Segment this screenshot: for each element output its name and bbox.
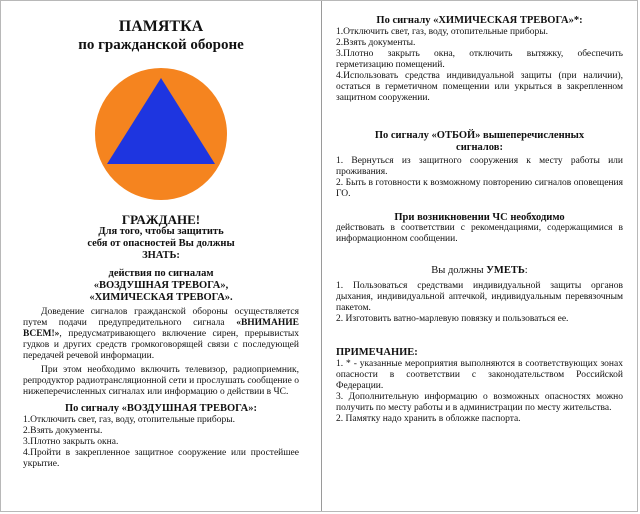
signals-heading-line: «ХИМИЧЕСКАЯ ТРЕВОГА». — [89, 292, 233, 303]
leaflet-subtitle: по гражданской обороне — [78, 37, 244, 53]
left-column — [1, 1, 321, 470]
list-item: 4.Пройти в закрепленное защитное сооружение или простейшее укрытие. — [23, 448, 299, 469]
all-clear-list — [336, 156, 623, 200]
list-item: 1. Вернуться из защитного сооружения к месту работы или проживания. — [336, 156, 623, 177]
skills-title-suffix: : — [524, 265, 528, 276]
list-item: 2.Взять документы. — [23, 426, 103, 436]
signals-heading-line: действия по сигналам — [108, 268, 214, 279]
chemical-alert-list — [336, 27, 623, 104]
skills-title-bold: УМЕТЬ — [486, 265, 525, 276]
list-item: 1. * - указанные мероприятия выполняются в соответствующих зонах опасности в соответствии с законодательством Российской Федерации. — [336, 359, 623, 391]
list-item: 1.Отключить свет, газ, воду, отопительные приборы. — [23, 415, 235, 425]
civil-defense-emblem-icon — [95, 68, 227, 200]
list-item: 3.Плотно закрыть окна. — [23, 437, 119, 447]
listen-paragraph: При этом необходимо включить телевизор, радиоприемник, репродуктор радиотрансляционной сети и прослушать сообщение о нижеперечисленных сигналах или информацию о действии в ЧС. — [23, 365, 299, 397]
skills-title — [336, 265, 623, 277]
intro-line: ЗНАТЬ: — [142, 250, 180, 261]
skills-list — [336, 281, 623, 325]
right-column — [322, 1, 639, 425]
list-item: 2. Быть в готовности к возможному повторению сигналов оповещения ГО. — [336, 178, 623, 199]
greeting: ГРАЖДАНЕ! — [121, 212, 201, 227]
intro-line: Для того, чтобы защитить — [98, 226, 224, 237]
list-item: 2. Памятку надо хранить в обложке паспорта. — [336, 414, 521, 424]
signals-heading-line: «ВОЗДУШНАЯ ТРЕВОГА», — [93, 280, 229, 291]
list-item: 3.Плотно закрыть окна, отключить вытяжку, обеспечить герметизацию помещений. — [336, 49, 623, 70]
para1-after: , предусматривающего включение сирен, прерывистых гудков и других средств громкоговорящей связи с последующей передачей речевой информации. — [23, 329, 299, 361]
chemical-alert-title: По сигналу «ХИМИЧЕСКАЯ ТРЕВОГА»*: — [376, 15, 583, 26]
note-title: ПРИМЕЧАНИЕ: — [336, 347, 418, 358]
emergency-text: действовать в соответствии с рекомендациями, содержащимися в информационном сообщении. — [336, 223, 623, 244]
list-item: 1.Отключить свет, газ, воду, отопительные приборы. — [336, 27, 548, 37]
list-item: 4.Использовать средства индивидуальной защиты (при наличии), остаться в герметичном помещении или укрыться в закрепленном защитном сооружении. — [336, 71, 623, 103]
air-raid-title: По сигналу «ВОЗДУШНАЯ ТРЕВОГА»: — [64, 403, 257, 414]
list-item: 2. Изготовить ватно-марлевую повязку и пользоваться ее. — [336, 314, 569, 324]
all-clear-title-line: По сигналу «ОТБОЙ» вышеперечисленных — [374, 130, 585, 141]
leaflet-title: ПАМЯТКА — [118, 18, 204, 35]
list-item: 2.Взять документы. — [336, 38, 416, 48]
note-list — [336, 359, 623, 425]
emergency-paragraph — [336, 212, 623, 245]
para1-before: Доведение сигналов гражданской обороны осуществляется путем подачи предупредительного сигнала — [23, 307, 299, 328]
air-raid-list — [23, 415, 299, 470]
intro-line: себя от опасностей Вы должны — [87, 238, 235, 249]
para1-bold: «ВНИМАНИЕ ВСЕМ!» — [23, 318, 299, 339]
list-item: 3. Дополнительную информацию о возможных опасностях можно получить по месту работы и в администрации по месту жительства. — [336, 392, 623, 413]
skills-title-prefix: Вы должны — [431, 265, 487, 276]
emergency-bold: При возникновении ЧС необходимо — [394, 212, 565, 223]
signal-delivery-paragraph — [23, 307, 299, 362]
all-clear-title-line: сигналов: — [456, 142, 503, 153]
list-item: 1. Пользоваться средствами индивидуальной защиты органов дыхания, индивидуальной аптечкой, индивидуальным перевязочным пакетом. — [336, 281, 623, 313]
